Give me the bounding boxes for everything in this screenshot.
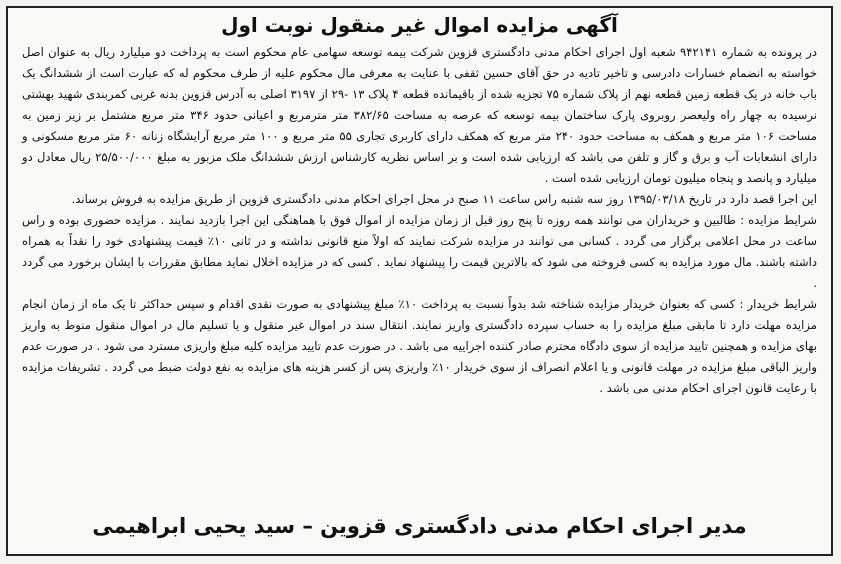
notice-title: آگهی مزایده اموال غیر منقول نوبت اول: [221, 13, 618, 37]
signature-line: مدیر اجرای احکام مدنی دادگستری قزوین – سید یحیی ابراهیمی: [92, 514, 747, 538]
auction-notice: [6, 6, 833, 556]
auction-conditions-paragraph: شرایط مزایده : طالبین و خریداران می توانند همه روزه تا پنج روز قبل از زمان مزایده از اموال فوق با هماهنگی این اجرا بازدید نمایند . مزایده حضوری بوده و راس ساعت در محل اعلامی برگزار می گردد . کسانی می توانند در مزایده شرکت نمایند که اولاً منع قانونی نداشته و در ثانی ۱۰٪ قیمت پیشنهادی خود را نقداً به همراه داشته باشند. مال مورد مزایده به کسی فروخته می شود که بالاترین قیمت را پیشنهاد نماید . کسی که در مزایده اخلال نماید مطابق مقررات با ایشان برخورد می گردد .: [22, 213, 817, 290]
auction-date-paragraph: این اجرا قصد دارد در تاریخ ۱۳۹۵/۰۳/۱۸ روز سه شنبه راس ساعت ۱۱ صبح در محل اجرای احکام مدنی دادگستری قزوین از طریق مزایده به فروش برساند.: [71, 192, 817, 206]
property-description-paragraph: در پرونده به شماره ۹۴۲۱۴۱ شعبه اول اجرای احکام مدنی دادگستری قزوین شرکت بیمه توسعه سهامی عام محکوم است به پرداخت دو میلیارد ریال به عنوان اصل خواسته به انضمام خسارات دادرسی و تاخیر تادیه در حق آقای حسین ثقفی با عنایت به معرفی مال محکوم علیه از طرف محکوم له که عبارت است از ششدانگ یک باب خانه در یک قطعه زمین قطعه نهم از پلاک شماره ۷۵ تجزیه شده از باقیمانده قطعه ۴ پلاک ۱۳ -۲۹ از ۳۱۹۷ اصلی به آدرس قزوین بدنه غربی کمربندی شهید بهشتی نرسیده به چهار راه ولیعصر روبروی پارک ساختمان بیمه توسعه که عرصه به مساحت ۳۸۲/۶۵ متر مترمربع و اعیانی حدود ۳۴۶ متر مربع مشتمل بر زیر زمین به مساحت ۱۰۶ متر مربع و همکف به مساحت حدود ۲۴۰ متر مربع که همکف دارای کاربری تجاری ۵۵ متر مربع و ۱۰۰ متر مربع آرایشگاه زنانه ۶۰ متر مربع مسکونی و دارای انشعابات آب و برق و گاز و تلفن می باشد که ارزیابی شده است و بر اساس نظریه کارشناس ارزش ششدانگ ملک مزبور به مبلغ ۲۵/۵۰۰/۰۰۰ ریال معادل دو میلیارد و پانصد و پنجاه میلیون تومان ارزیابی شده است .: [22, 45, 818, 185]
buyer-conditions-paragraph: شرایط خریدار : کسی که بعنوان خریدار مزایده شناخته شد بدواً نسبت به پرداخت ۱۰٪ مبلغ پیشنهادی به صورت نقدی اقدام و سپس حداکثر تا یک ماه از زمان انجام مزایده مهلت دارد تا مابقی مبلغ مزایده را به حساب سپرده دادگستری واریز نمایند. انتقال سند در اموال غیر منقول و یا تسلیم مال در اموال منقول منوط به واریز بهای مزایده و همچنین تایید مزایده از سوی دادگاه محترم صادر کننده اجراییه می باشد . در صورت عدم تایید مزایده کلیه مبلغ واریزی مسترد می شود . در صورت عدم واریز الباقی مبلغ مزایده در مهلت قانونی و یا اعلام انصراف از سوی خریدار ۱۰٪ واریزی پس از کسر هزینه های مزایده به نفع دولت ضبط می گردد . تشریفات مزایده با رعایت قانون اجرای احکام مدنی می باشد .: [22, 297, 817, 395]
